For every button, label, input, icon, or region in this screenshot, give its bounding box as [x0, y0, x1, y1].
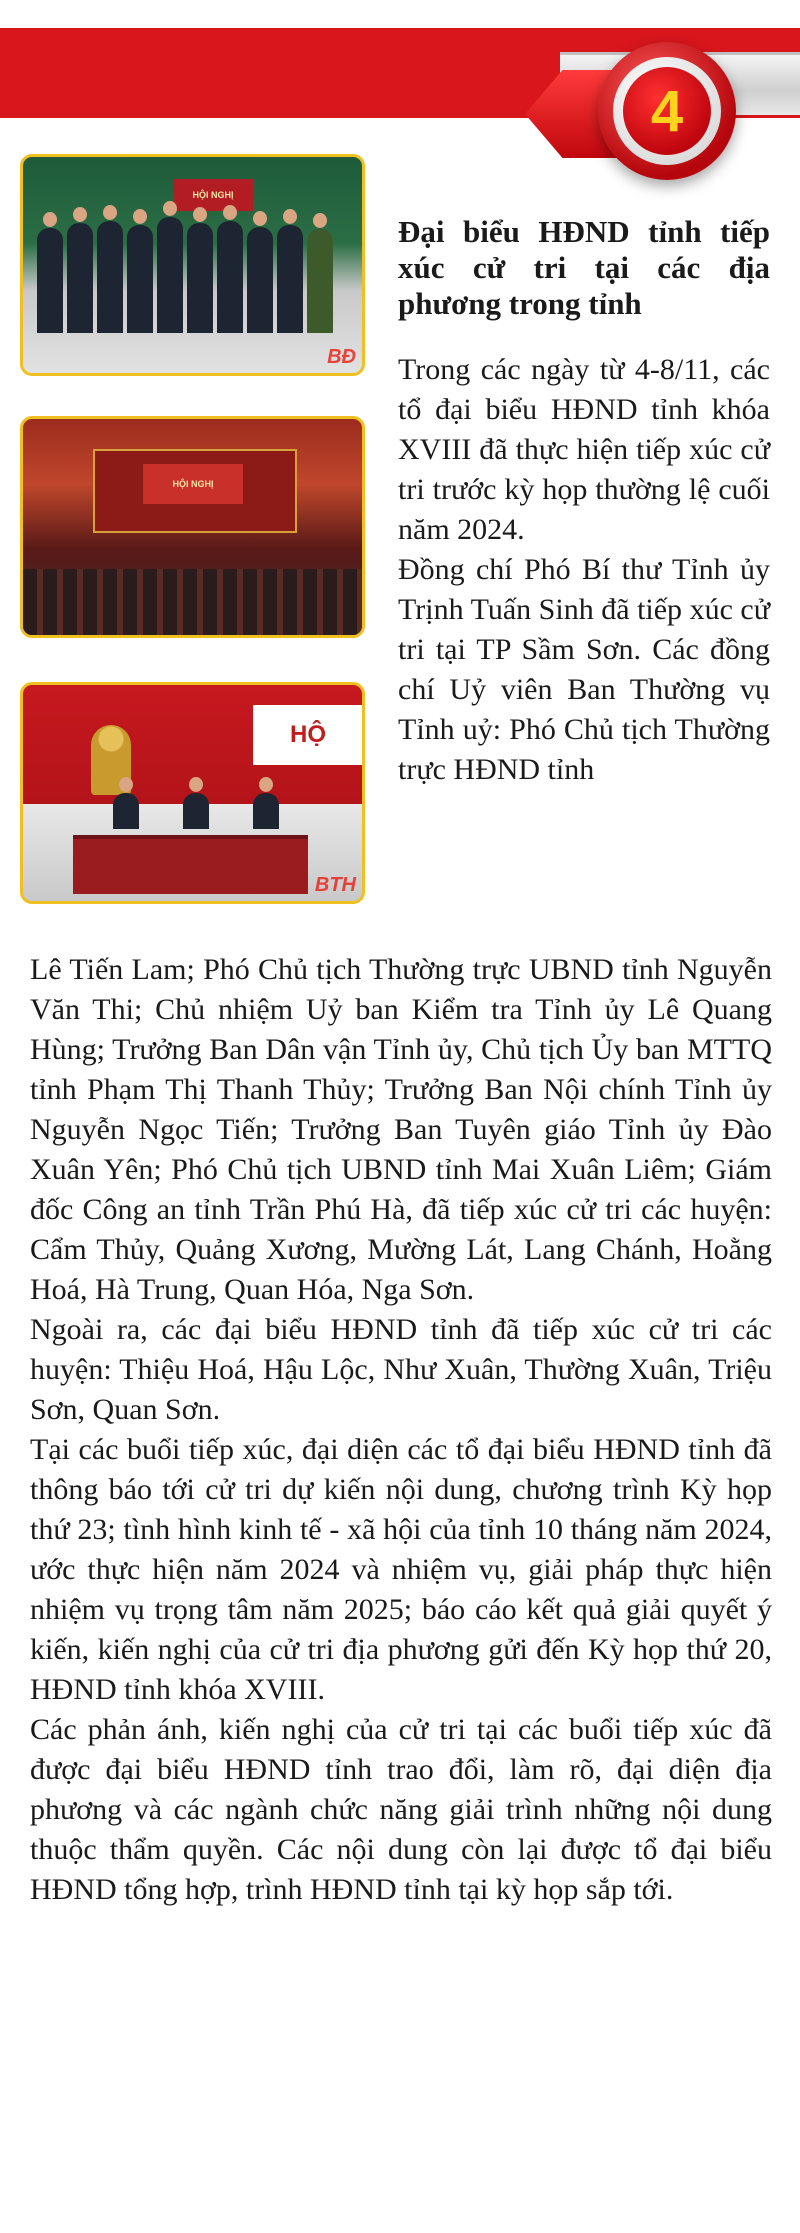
article-paragraph: Tại các buổi tiếp xúc, đại diện các tổ đại biểu HĐND tỉnh đã thông báo tới cử tri dự kiến nội dung, chương trình Kỳ họp thứ 23; tình hình kinh tế - xã hội của tỉnh 10 tháng năm 2024, ước thực hiện năm 2024 và nhiệm vụ, giải pháp thực hiện nhiệm vụ trọng tâm năm 2025; báo cáo kết quả giải quyết ý kiến, kiến nghị của cử tri địa phương gửi đến Kỳ họp thứ 20, HĐND tỉnh khóa XVIII.: [30, 1433, 772, 1706]
article-paragraph: Lê Tiến Lam; Phó Chủ tịch Thường trực UBND tỉnh Nguyễn Văn Thi; Chủ nhiệm Uỷ ban Kiểm tra Tỉnh ủy Lê Quang Hùng; Trưởng Ban Dân vận Tỉnh ủy, Chủ tịch Ủy ban MTTQ tỉnh Phạm Thị Thanh Thủy; Trưởng Ban Nội chính Tỉnh ủy Nguyễn Ngọc Tiến; Trưởng Ban Tuyên giáo Tỉnh ủy Đào Xuân Yên; Phó Chủ tịch UBND tỉnh Mai Xuân Liêm; Giám đốc Công an tỉnh Trần Phú Hà, đã tiếp xúc cử tri các huyện: Cẩm Thủy, Quảng Xương, Mường Lát, Lang Chánh, Hoằng Hoá, Hà Trung, Quan Hóa, Nga Sơn.: [30, 953, 772, 1306]
person-figure: [307, 229, 333, 333]
person-figure: [217, 221, 243, 333]
photo-group-delegates: [20, 154, 365, 376]
article-body: [30, 950, 772, 1910]
photo-stage-banner: HỘI NGHỊ: [173, 179, 253, 211]
person-figure: [113, 793, 139, 829]
person-figure: [157, 217, 183, 333]
person-figure: [247, 227, 273, 333]
person-figure: [67, 223, 93, 333]
article-paragraph: Trong các ngày từ 4-8/11, các tổ đại biểu HĐND tỉnh khóa XVIII đã thực hiện tiếp xúc cử tri trước kỳ họp thường lệ cuối năm 2024.: [398, 353, 770, 546]
person-figure: [253, 793, 279, 829]
photo-conference-hall: [20, 416, 365, 638]
photo-watermark: BĐ: [327, 346, 356, 368]
photo-stage-banner: HỘI NGHỊ: [143, 464, 243, 504]
person-figure: [127, 225, 153, 333]
person-figure: [183, 793, 209, 829]
photo-watermark: BTH: [314, 874, 356, 896]
photo-presidium-table: [20, 682, 365, 904]
person-figure: [277, 225, 303, 333]
article-paragraph: Đồng chí Phó Bí thư Tỉnh ủy Trịnh Tuấn Sinh đã tiếp xúc cử tri tại TP Sầm Sơn. Các đồng chí Uỷ viên Ban Thường vụ Tỉnh uỷ: Phó Chủ tịch Thường trực HĐND tỉnh: [398, 553, 770, 786]
article-paragraph: Các phản ánh, kiến nghị của cử tri tại các buổi tiếp xúc đã được đại biểu HĐND tỉnh trao đổi, làm rõ, đại diện địa phương và các ngành chức năng giải trình những nội dung thuộc thẩm quyền. Các nội dung còn lại được tổ đại biểu HĐND tổng hợp, trình HĐND tỉnh tại kỳ họp sắp tới.: [30, 1713, 772, 1906]
person-figure: [187, 223, 213, 333]
person-figure: [37, 228, 63, 333]
article-paragraph: Ngoài ra, các đại biểu HĐND tỉnh đã tiếp xúc cử tri các huyện: Thiệu Hoá, Hậu Lộc, Như Xuân, Thường Xuân, Triệu Sơn, Quan Sơn.: [30, 1313, 772, 1426]
section-number: 4: [623, 67, 711, 155]
presidium-desk: [73, 835, 308, 894]
audience-rows: [23, 569, 362, 638]
photo-stage-banner: HỘ: [253, 705, 363, 765]
article-column-text: [398, 350, 770, 790]
person-figure: [97, 221, 123, 333]
article-headline: Đại biểu HĐND tỉnh tiếp xúc cử tri tại các địa phương trong tỉnh: [398, 214, 770, 321]
